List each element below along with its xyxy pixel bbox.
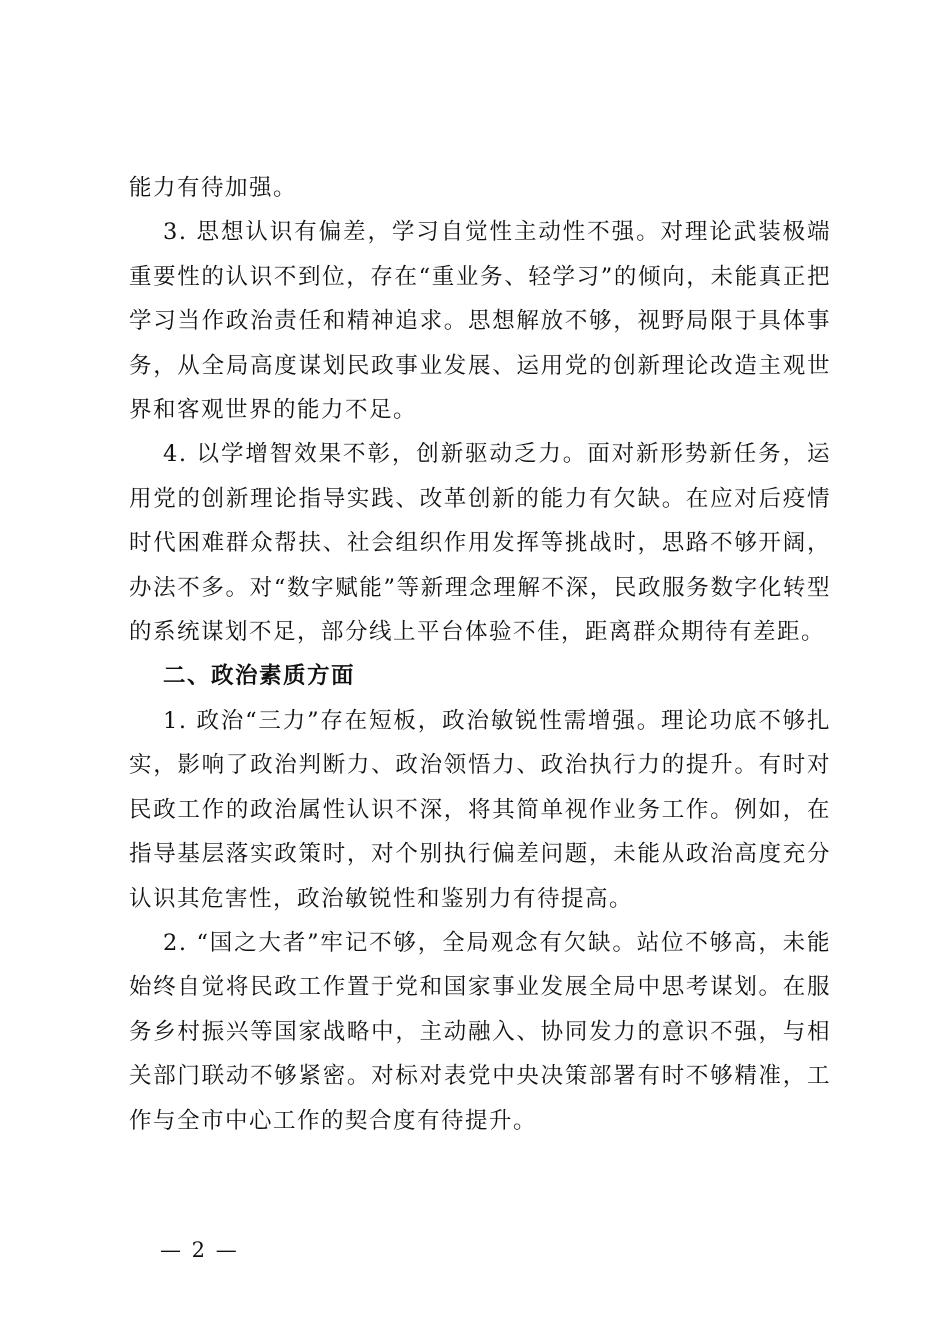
paragraph-item-2: 2. “国之大者”牢记不够，全局观念有欠缺。站位不够高，未能始终自觉将民政工作置于党和国家事业发展全局中思考谋划。在服务乡村振兴等国家战略中，主动融入、协同发力的意识不强，与相关部门联动不够紧密。对标对表党中央决策部署有时不够精准，工作与全市中心工作的契合度有待提升。 [129, 929, 831, 1134]
page-number: — 2 — [160, 1238, 239, 1262]
paragraph-item-3: 3. 思想认识有偏差，学习自觉性主动性不强。对理论武装极端重要性的认识不到位，存在“重业务、轻学习”的倾向，未能真正把学习当作政治责任和精神追求。思想解放不够，视野局限于具体事务，从全局高度谋划民政事业发展、运用党的创新理论改造主观世界和客观世界的能力不足。 [129, 219, 831, 424]
document-body [129, 166, 831, 1143]
paragraph-continuation: 能力有待加强。 [129, 175, 298, 201]
section-heading: 二、政治素质方面 [163, 663, 356, 690]
paragraph-item-4: 4. 以学增智效果不彰，创新驱动乏力。面对新形势新任务，运用党的创新理论指导实践、改革创新的能力有欠缺。在应对后疫情时代困难群众帮扶、社会组织作用发挥等挑战时，思路不够开阔，办法不多。对“数字赋能”等新理念理解不深，民政服务数字化转型的系统谋划不足，部分线上平台体验不佳，距离群众期待有差距。 [129, 441, 831, 646]
paragraph-item-1: 1. 政治“三力”存在短板，政治敏锐性需增强。理论功底不够扎实，影响了政治判断力、政治领悟力、政治执行力的提升。有时对民政工作的政治属性认识不深，将其简单视作业务工作。例如，在指导基层落实政策时，对个别执行偏差问题，未能从政治高度充分认识其危害性，政治敏锐性和鉴别力有待提高。 [129, 707, 831, 912]
